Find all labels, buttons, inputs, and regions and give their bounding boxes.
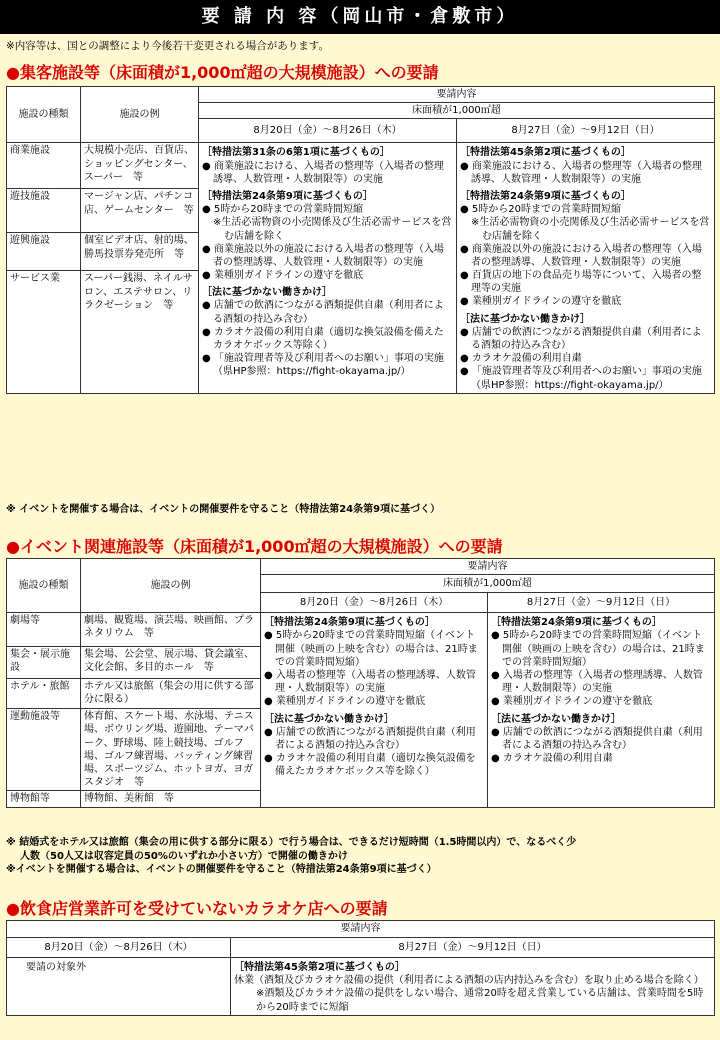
s2p2-a2: ● 入場者の整理等（入場者の整理誘導、人数管理・人数制限等）の実施 bbox=[491, 669, 703, 695]
s2-header-period1: 8月20日（金）～8月26日（木） bbox=[261, 593, 488, 613]
s1p1-heading-c: ［法に基づかない働きかけ］ bbox=[202, 287, 332, 299]
s1p1-b1: ● 5時から20時までの営業時間短縮 bbox=[202, 204, 363, 216]
s1p1-b1-note: ※生活必需物資の小売関係及び生活必需サービスを営む店舗を除く bbox=[213, 217, 452, 242]
s1-header-area: 床面積が1,000㎡超 bbox=[199, 103, 715, 119]
s2p2-heading-c: ［法に基づかない働きかけ］ bbox=[491, 713, 621, 725]
section3-title: ●飲食店営業許可を受けていないカラオケ店への要請 bbox=[6, 899, 388, 918]
s1-header-period2: 8月27日（金）～9月12日（日） bbox=[457, 119, 715, 143]
s1p2-b3: ● 百貨店の地下の食品売り場等について、入場者の整理等の実施 bbox=[460, 270, 702, 295]
page-banner: 要 請 内 容（岡山市・倉敷市） bbox=[0, 0, 720, 34]
s1-example: スーパー銭湯、ネイルサロン、エステサロン、リラクゼーション 等 bbox=[81, 271, 199, 393]
s1-header-period1: 8月20日（金）～8月26日（木） bbox=[199, 119, 457, 143]
s1-example: 個室ビデオ店、射的場、勝馬投票券発売所 等 bbox=[81, 233, 199, 271]
s1-type: 遊技施設 bbox=[7, 189, 81, 233]
section2-title: ●イベント関連施設等（床面積が1,000㎡超の大規模施設）への要請 bbox=[6, 537, 503, 556]
s1p2-heading-b: ［特措法第24条第9項に基づくもの］ bbox=[460, 190, 631, 202]
s1p1-c2: ● カラオケ設備の利用自粛（適切な換気設備を備えたカラオケボックス等除く） bbox=[202, 326, 444, 351]
s2-period2-content bbox=[488, 613, 715, 807]
s1-header-content: 要請内容 bbox=[199, 87, 715, 103]
section1-table bbox=[6, 86, 715, 394]
s3p2-a2: ※酒類及びカラオケ設備の提供をしない場合、通常20時を超え営業している店舗は、営業時間を5時から20時までに短縮 bbox=[256, 988, 704, 1013]
s2p1-a2: ● 入場者の整理等（入場者の整理誘導、人数管理・人数制限等）の実施 bbox=[264, 669, 476, 695]
section2-table bbox=[6, 558, 715, 808]
s1-footnote: ※ イベントを開催する場合は、イベントの開催要件を守ること（特措法第24条第9項に基づく） bbox=[6, 504, 441, 515]
s1p1-heading-a: ［特措法第31条の6第1項に基づくもの］ bbox=[202, 147, 390, 159]
s2p2-a1: ● 5時から20時までの営業時間短縮（イベント開催（映画の上映を含む）の場合は、21時までの営業時間短縮） bbox=[491, 630, 705, 668]
s2-header-type: 施設の種類 bbox=[7, 559, 81, 613]
s2-example: 博物館、美術館 等 bbox=[81, 791, 261, 807]
s2-type: 博物館等 bbox=[7, 791, 81, 807]
s1-header-example: 施設の例 bbox=[81, 87, 199, 143]
s1p1-a1: ● 商業施設における、入場者の整理等（入場者の整理誘導、人数管理・人数制限等）の実施 bbox=[202, 160, 444, 185]
table-row bbox=[7, 613, 715, 647]
s3-period2-content bbox=[231, 958, 715, 1016]
s3-header-period2: 8月27日（金）～9月12日（日） bbox=[231, 938, 715, 958]
s2-footnote-line2: ※イベントを開催する場合は、イベントの開催要件を守ること（特措法第24条第9項に基づく） bbox=[6, 864, 437, 875]
top-note: ※内容等は、国との調整により今後若干変更される場合があります。 bbox=[6, 40, 329, 52]
s2-header-example: 施設の例 bbox=[81, 559, 261, 613]
s1p2-a1: ● 商業施設における、入場者の整理等（入場者の整理誘導、人数管理・人数制限等）の実施 bbox=[460, 160, 702, 185]
s1-period1-content bbox=[199, 143, 457, 393]
s1-type: サービス業 bbox=[7, 271, 81, 393]
s1p2-b2: ● 商業施設以外の施設における入場者の整理等（入場者の整理誘導、人数管理・人数制限等）の実施 bbox=[460, 243, 702, 268]
s2-period1-content bbox=[261, 613, 488, 807]
s2-type: 劇場等 bbox=[7, 613, 81, 647]
s2p2-c2: ● カラオケ設備の利用自粛 bbox=[491, 753, 613, 765]
s3p1-text: 要請の対象外 bbox=[26, 962, 86, 973]
s1p2-b4: ● 業種別ガイドラインの遵守を徹底 bbox=[460, 296, 622, 308]
s2-footnote bbox=[6, 836, 576, 877]
s1p2-heading-c: ［法に基づかない働きかけ］ bbox=[460, 313, 590, 325]
s2p1-heading-c: ［法に基づかない働きかけ］ bbox=[264, 713, 394, 725]
s2-footnote-line1: ※ 結婚式をホテル又は旅館（集会の用に供する部分に限る）で行う場合は、できるだけ短時間（1.5時間以内）で、なるべく少 bbox=[6, 837, 577, 848]
section1-title: ●集客施設等（床面積が1,000㎡超の大規模施設）への要請 bbox=[6, 63, 439, 82]
s2-example: 劇場、観覧場、演芸場、映画館、プラネタリウム 等 bbox=[81, 613, 261, 647]
s2-type: ホテル・旅館 bbox=[7, 679, 81, 709]
s2p2-a3: ● 業種別ガイドラインの遵守を徹底 bbox=[491, 696, 653, 708]
s2-example: ホテル又は旅館（集会の用に供する部分に限る） bbox=[81, 679, 261, 709]
s1p2-c4: （県HP参照：https://fight-okayama.jp/） bbox=[471, 379, 669, 391]
s2-example: 集会場、公会堂、展示場、貸会議室、文化会館、多目的ホール 等 bbox=[81, 647, 261, 679]
s2-example: 体育館、スケート場、水泳場、テニス場、ボウリング場、遊園地、テーマパーク、野球場、陸上競技場、ゴルフ場、ゴルフ練習場、バッティング練習場、スポーツジム、ホットヨガ、ヨガスタジオ 等 bbox=[81, 709, 261, 791]
table-row bbox=[7, 958, 715, 1016]
s2p1-heading-a: ［特措法第24条第9項に基づくもの］ bbox=[264, 617, 435, 629]
s2p1-a3: ● 業種別ガイドラインの遵守を徹底 bbox=[264, 696, 426, 708]
s1p2-c1: ● 店舗での飲酒につながる酒類提供自粛（利用者による酒類の持込み含む） bbox=[460, 326, 702, 351]
s1-type: 遊興施設 bbox=[7, 233, 81, 271]
s3-header-content: 要請内容 bbox=[7, 921, 715, 938]
s3-period1-content bbox=[7, 958, 231, 1016]
s2p2-heading-a: ［特措法第24条第9項に基づくもの］ bbox=[491, 617, 662, 629]
s1-example: 大規模小売店、百貨店、ショッピングセンター、スーパー 等 bbox=[81, 143, 199, 189]
s1-example: マージャン店、パチンコ店、ゲームセンター 等 bbox=[81, 189, 199, 233]
s1-period2-content bbox=[457, 143, 715, 393]
s1p2-b1: ● 5時から20時までの営業時間短縮 bbox=[460, 204, 621, 216]
s3p2-a1: 休業（酒類及びカラオケ設備の提供（利用者による酒類の店内持込みを含む）を取り止める場合を除く） bbox=[234, 975, 704, 987]
s2-type: 運動施設等 bbox=[7, 709, 81, 791]
s1p2-c3: ● 「施設管理者等及び利用者へのお願い」事項の実施 bbox=[460, 366, 702, 378]
s1p2-c2: ● カラオケ設備の利用自粛 bbox=[460, 353, 582, 365]
table-row bbox=[7, 143, 715, 189]
s1p1-b2: ● 商業施設以外の施設における入場者の整理等（入場者の整理誘導、人数管理・人数制限等）の実施 bbox=[202, 243, 444, 268]
section3-table bbox=[6, 920, 715, 1016]
s2p2-c1: ● 店舗での飲酒につながる酒類提供自粛（利用者による酒類の持込み含む） bbox=[491, 726, 703, 751]
s2-footnote-line1b: 人数（50人又は収容定員の50%のいずれか小さい方）で開催の働きかけ bbox=[20, 850, 348, 862]
s1p2-b1-note: ※生活必需物資の小売関係及び生活必需サービスを営む店舗を除く bbox=[471, 217, 710, 242]
s1p1-heading-b: ［特措法第24条第9項に基づくもの］ bbox=[202, 190, 373, 202]
s1-type: 商業施設 bbox=[7, 143, 81, 189]
s2p1-a1: ● 5時から20時までの営業時間短縮（イベント開催（映画の上映を含む）の場合は、21時までの営業時間短縮） bbox=[264, 630, 478, 668]
s2p1-c2: ● カラオケ設備の利用自粛（適切な換気設備を備えたカラオケボックス等を除く） bbox=[264, 753, 476, 778]
s2-header-area: 床面積が1,000㎡超 bbox=[261, 575, 715, 593]
s2p1-c1: ● 店舗での飲酒につながる酒類提供自粛（利用者による酒類の持込み含む） bbox=[264, 726, 476, 751]
s2-type: 集会・展示施設 bbox=[7, 647, 81, 679]
s1p2-heading-a: ［特措法第45条第2項に基づくもの］ bbox=[460, 147, 631, 159]
s3-header-period1: 8月20日（金）～8月26日（木） bbox=[7, 938, 231, 958]
s1p1-b3: ● 業種別ガイドラインの遵守を徹底 bbox=[202, 270, 364, 282]
s1p1-c4: （県HP参照：https://fight-okayama.jp/） bbox=[213, 366, 411, 378]
s1p1-c3: ● 「施設管理者等及び利用者へのお願い」事項の実施 bbox=[202, 353, 444, 365]
s2-header-period2: 8月27日（金）～9月12日（日） bbox=[488, 593, 715, 613]
s1-header-type: 施設の種類 bbox=[7, 87, 81, 143]
s3p2-heading-a: ［特措法第45条第2項に基づくもの］ bbox=[234, 962, 405, 973]
s2-header-content: 要請内容 bbox=[261, 559, 715, 575]
s1p1-c1: ● 店舗での飲酒につながる酒類提供自粛（利用者による酒類の持込み含む） bbox=[202, 300, 444, 325]
